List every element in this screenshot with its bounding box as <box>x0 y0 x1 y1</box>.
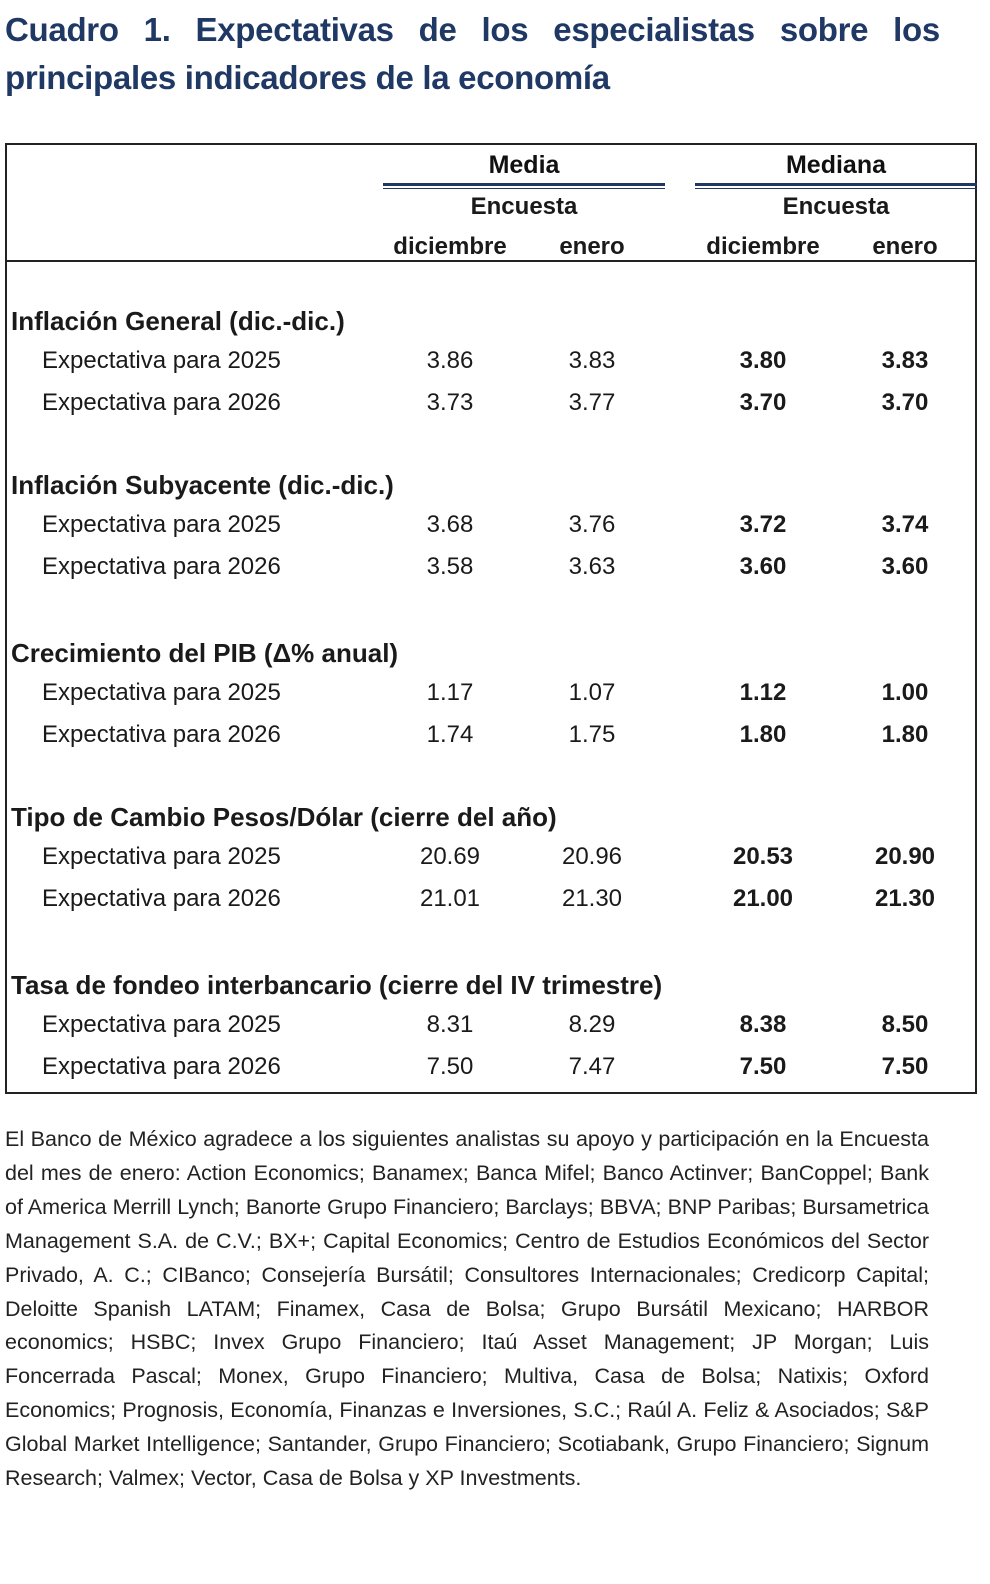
table-row <box>7 839 975 875</box>
header-col-media-ene: enero <box>559 233 625 260</box>
acknowledgement-note: El Banco de México agradece a los siguientes analistas su apoyo y participación en la Encuesta del mes de enero: Action Economics; Banamex; Banca Mifel; Banco Actinver; BanCoppel; Bank of America Merrill Lynch; Banorte Grupo Financiero; Barclays; BBVA; BNP Paribas; Bursametrica Management S.A. de C.V.; BX+; Capital Economics; Centro de Estudios Económicos del Sector Privado, A. C.; CIBanco; Consejería Bursátil; Consultores Internacionales; Credicorp Capital; Deloitte Spanish LATAM; Finamex, Casa de Bolsa; Grupo Bursátil Mexicano; HARBOR economics; HSBC; Invex Grupo Financiero; Itaú Asset Management; JP Morgan; Luis Foncerrada Pascal; Monex, Grupo Financiero; Multiva, Casa de Bolsa; Natixis; Oxford Economics; Prognosis, Economía, Finanzas e Inversiones, S.C.; Raúl A. Feliz & Asociados; S&P Global Market Intelligence; Santander, Grupo Financiero; Scotiabank, Grupo Financiero; Signum Research; Valmex; Vector, Casa de Bolsa y XP Investments. <box>5 1127 929 1491</box>
table-row <box>7 549 975 585</box>
header-underline <box>383 183 665 186</box>
value-cell: 20.53 <box>732 843 794 870</box>
row-label: Expectativa para 2026 <box>42 1053 281 1080</box>
expectations-table <box>5 143 977 1094</box>
value-cell: 21.30 <box>561 885 623 912</box>
value-cell: 21.01 <box>419 885 481 912</box>
value-cell: 3.83 <box>881 347 929 374</box>
table-row <box>7 675 975 711</box>
section-title: Inflación Subyacente (dic.-dic.) <box>11 470 394 500</box>
value-cell: 8.31 <box>426 1011 474 1038</box>
value-cell: 20.90 <box>874 843 936 870</box>
header-media-label: Media <box>488 151 560 179</box>
title-word: 1. <box>143 11 171 48</box>
header-encuesta-media: Encuesta <box>470 193 578 220</box>
value-cell: 1.07 <box>568 679 616 706</box>
value-cell: 7.50 <box>739 1053 787 1080</box>
value-cell: 1.80 <box>881 721 929 748</box>
title-word: sobre <box>779 11 869 48</box>
header-col-mediana-dic: diciembre <box>706 233 820 260</box>
value-cell: 20.96 <box>561 843 623 870</box>
title-word: especialistas <box>553 11 755 48</box>
value-cell: 8.50 <box>881 1011 929 1038</box>
row-label: Expectativa para 2026 <box>42 885 281 912</box>
title-word: los <box>893 11 940 48</box>
value-cell: 3.74 <box>881 511 929 538</box>
header-encuesta-mediana: Encuesta <box>782 193 890 220</box>
header-underline <box>695 183 977 186</box>
value-cell: 3.63 <box>568 553 616 580</box>
value-cell: 3.58 <box>426 553 474 580</box>
value-cell: 3.72 <box>739 511 787 538</box>
value-cell: 3.77 <box>568 389 616 416</box>
section-title: Tipo de Cambio Pesos/Dólar (cierre del año) <box>11 802 557 832</box>
section-title: Crecimiento del PIB (Δ% anual) <box>11 638 399 668</box>
title-word: de <box>418 11 457 48</box>
value-cell: 8.38 <box>739 1011 787 1038</box>
value-cell: 3.80 <box>739 347 787 374</box>
row-label: Expectativa para 2026 <box>42 721 281 748</box>
value-cell: 3.60 <box>881 553 929 580</box>
value-cell: 3.76 <box>568 511 616 538</box>
title-line-1 <box>5 6 940 54</box>
value-cell: 1.12 <box>739 679 787 706</box>
title-word: Cuadro <box>5 11 119 48</box>
row-label: Expectativa para 2025 <box>42 1011 281 1038</box>
title-word: los <box>481 11 529 48</box>
value-cell: 3.86 <box>426 347 474 374</box>
table-row <box>7 385 975 421</box>
value-cell: 3.83 <box>568 347 616 374</box>
value-cell: 1.17 <box>426 679 474 706</box>
header-divider <box>7 260 975 262</box>
value-cell: 7.50 <box>426 1053 474 1080</box>
value-cell: 3.73 <box>426 389 474 416</box>
header-mediana <box>695 147 977 183</box>
row-label: Expectativa para 2026 <box>42 553 281 580</box>
value-cell: 7.47 <box>568 1053 616 1080</box>
value-cell: 3.70 <box>739 389 787 416</box>
header-media <box>383 147 665 183</box>
value-cell: 7.50 <box>881 1053 929 1080</box>
section-title: Tasa de fondeo interbancario (cierre del IV trimestre) <box>11 970 663 1000</box>
table-row <box>7 717 975 753</box>
row-label: Expectativa para 2025 <box>42 511 281 538</box>
title-word: Expectativas <box>195 11 394 48</box>
table-row <box>7 1007 975 1043</box>
table-row <box>7 1049 975 1085</box>
value-cell: 21.30 <box>874 885 936 912</box>
row-label: Expectativa para 2025 <box>42 843 281 870</box>
table-row <box>7 507 975 543</box>
value-cell: 1.00 <box>881 679 929 706</box>
value-cell: 1.80 <box>739 721 787 748</box>
value-cell: 3.68 <box>426 511 474 538</box>
value-cell: 1.75 <box>568 721 616 748</box>
table-title <box>5 6 940 102</box>
value-cell: 21.00 <box>732 885 794 912</box>
header-col-media-dic: diciembre <box>393 233 507 260</box>
header-col-mediana-ene: enero <box>872 233 938 260</box>
row-label: Expectativa para 2025 <box>42 347 281 374</box>
table-row <box>7 343 975 379</box>
value-cell: 20.69 <box>419 843 481 870</box>
table-row <box>7 881 975 917</box>
row-label: Expectativa para 2026 <box>42 389 281 416</box>
row-label: Expectativa para 2025 <box>42 679 281 706</box>
section-title: Inflación General (dic.-dic.) <box>11 306 345 336</box>
title-line-2: principales indicadores de la economía <box>5 59 610 96</box>
header-mediana-label: Mediana <box>785 151 887 179</box>
value-cell: 1.74 <box>426 721 474 748</box>
value-cell: 3.60 <box>739 553 787 580</box>
value-cell: 8.29 <box>568 1011 616 1038</box>
value-cell: 3.70 <box>881 389 929 416</box>
